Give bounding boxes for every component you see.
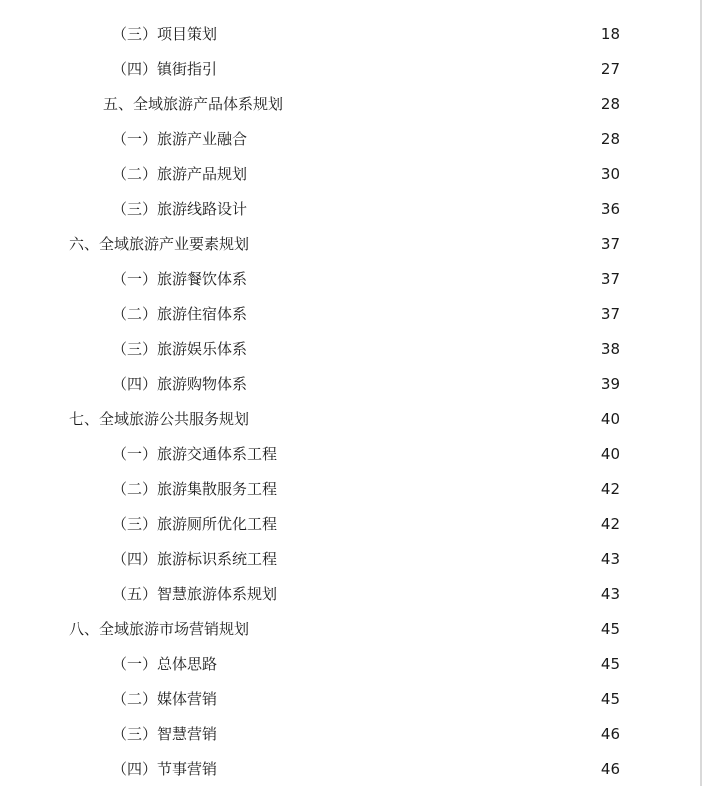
toc-dot-leader (279, 444, 596, 464)
toc-entry-page: 37 (600, 234, 620, 253)
toc-entry-page: 27 (600, 59, 620, 78)
toc-entry-title: （三）项目策划 (112, 24, 218, 43)
toc-chapter-entry[interactable] (0, 86, 702, 121)
toc-entry-title: 七、全域旅游公共服务规划 (69, 409, 250, 428)
toc-entry-title: （四）旅游购物体系 (112, 374, 248, 393)
toc-entry-page: 40 (600, 444, 620, 463)
toc-entry-title: （二）旅游集散服务工程 (112, 479, 278, 498)
toc-dot-leader (251, 619, 596, 639)
toc-dot-leader (279, 584, 596, 604)
toc-entry-title: （二）旅游产品规划 (112, 164, 248, 183)
toc-entry[interactable] (0, 261, 702, 296)
toc-dot-leader (249, 129, 596, 149)
toc-entry-page: 28 (600, 129, 620, 148)
toc-entry[interactable] (0, 296, 702, 331)
toc-entry[interactable] (0, 121, 702, 156)
toc-entry-page: 42 (600, 514, 620, 533)
toc-entry[interactable] (0, 576, 702, 611)
toc-entry-page: 43 (600, 584, 620, 603)
toc-entry-page: 36 (600, 199, 620, 218)
toc-entry-title: 六、全域旅游产业要素规划 (69, 234, 250, 253)
toc-entry-title: 八、全域旅游市场营销规划 (69, 619, 250, 638)
toc-entry-title: （三）智慧营销 (112, 724, 218, 743)
toc-dot-leader (285, 94, 596, 114)
toc-entry[interactable] (0, 436, 702, 471)
toc-dot-leader (279, 549, 596, 569)
toc-entry[interactable] (0, 506, 702, 541)
toc-dot-leader (219, 59, 596, 79)
toc-entry-title: （二）媒体营销 (112, 689, 218, 708)
toc-entry[interactable] (0, 646, 702, 681)
toc-chapter-entry[interactable] (0, 226, 702, 261)
toc-entry[interactable] (0, 156, 702, 191)
toc-entry-page: 42 (600, 479, 620, 498)
toc-chapter-entry[interactable] (0, 401, 702, 436)
toc-dot-leader (249, 304, 596, 324)
toc-entry-page: 28 (600, 94, 620, 113)
toc-entry[interactable] (0, 681, 702, 716)
toc-entry[interactable] (0, 366, 702, 401)
toc-entry[interactable] (0, 541, 702, 576)
toc-entry-page: 30 (600, 164, 620, 183)
toc-entry-page: 46 (600, 759, 620, 778)
toc-entry-page: 45 (600, 654, 620, 673)
toc-dot-leader (251, 409, 596, 429)
toc-entry[interactable] (0, 16, 702, 51)
toc-entry-page: 38 (600, 339, 620, 358)
toc-dot-leader (249, 199, 596, 219)
toc-dot-leader (219, 654, 596, 674)
toc-dot-leader (219, 689, 596, 709)
toc-entry[interactable] (0, 331, 702, 366)
toc-entry-page: 46 (600, 724, 620, 743)
toc-dot-leader (249, 339, 596, 359)
toc-dot-leader (249, 374, 596, 394)
toc-entry[interactable] (0, 191, 702, 226)
toc-entry[interactable] (0, 716, 702, 751)
toc-entry-page: 37 (600, 304, 620, 323)
toc-entry-title: （一）旅游餐饮体系 (112, 269, 248, 288)
toc-entry-title: （一）旅游产业融合 (112, 129, 248, 148)
toc-dot-leader (249, 269, 596, 289)
toc-entry-title: （一）总体思路 (112, 654, 218, 673)
toc-entry-title: （三）旅游线路设计 (112, 199, 248, 218)
toc-entry[interactable] (0, 751, 702, 786)
table-of-contents (0, 16, 702, 786)
toc-dot-leader (279, 479, 596, 499)
toc-entry-title: （四）镇街指引 (112, 59, 218, 78)
toc-entry-page: 45 (600, 689, 620, 708)
toc-dot-leader (279, 514, 596, 534)
toc-entry-page: 37 (600, 269, 620, 288)
toc-dot-leader (219, 759, 596, 779)
toc-entry[interactable] (0, 51, 702, 86)
toc-entry-title: （三）旅游厕所优化工程 (112, 514, 278, 533)
toc-dot-leader (251, 234, 596, 254)
toc-dot-leader (249, 164, 596, 184)
toc-chapter-entry[interactable] (0, 611, 702, 646)
toc-dot-leader (219, 24, 596, 44)
toc-entry-page: 39 (600, 374, 620, 393)
toc-entry-page: 18 (600, 24, 620, 43)
toc-entry-title: （四）旅游标识系统工程 (112, 549, 278, 568)
toc-entry-title: （四）节事营销 (112, 759, 218, 778)
toc-entry[interactable] (0, 471, 702, 506)
toc-dot-leader (219, 724, 596, 744)
toc-entry-title: 五、全域旅游产品体系规划 (103, 94, 284, 113)
toc-entry-title: （三）旅游娱乐体系 (112, 339, 248, 358)
toc-entry-page: 43 (600, 549, 620, 568)
toc-entry-page: 40 (600, 409, 620, 428)
toc-entry-title: （一）旅游交通体系工程 (112, 444, 278, 463)
toc-entry-page: 45 (600, 619, 620, 638)
toc-entry-title: （二）旅游住宿体系 (112, 304, 248, 323)
toc-entry-title: （五）智慧旅游体系规划 (112, 584, 278, 603)
